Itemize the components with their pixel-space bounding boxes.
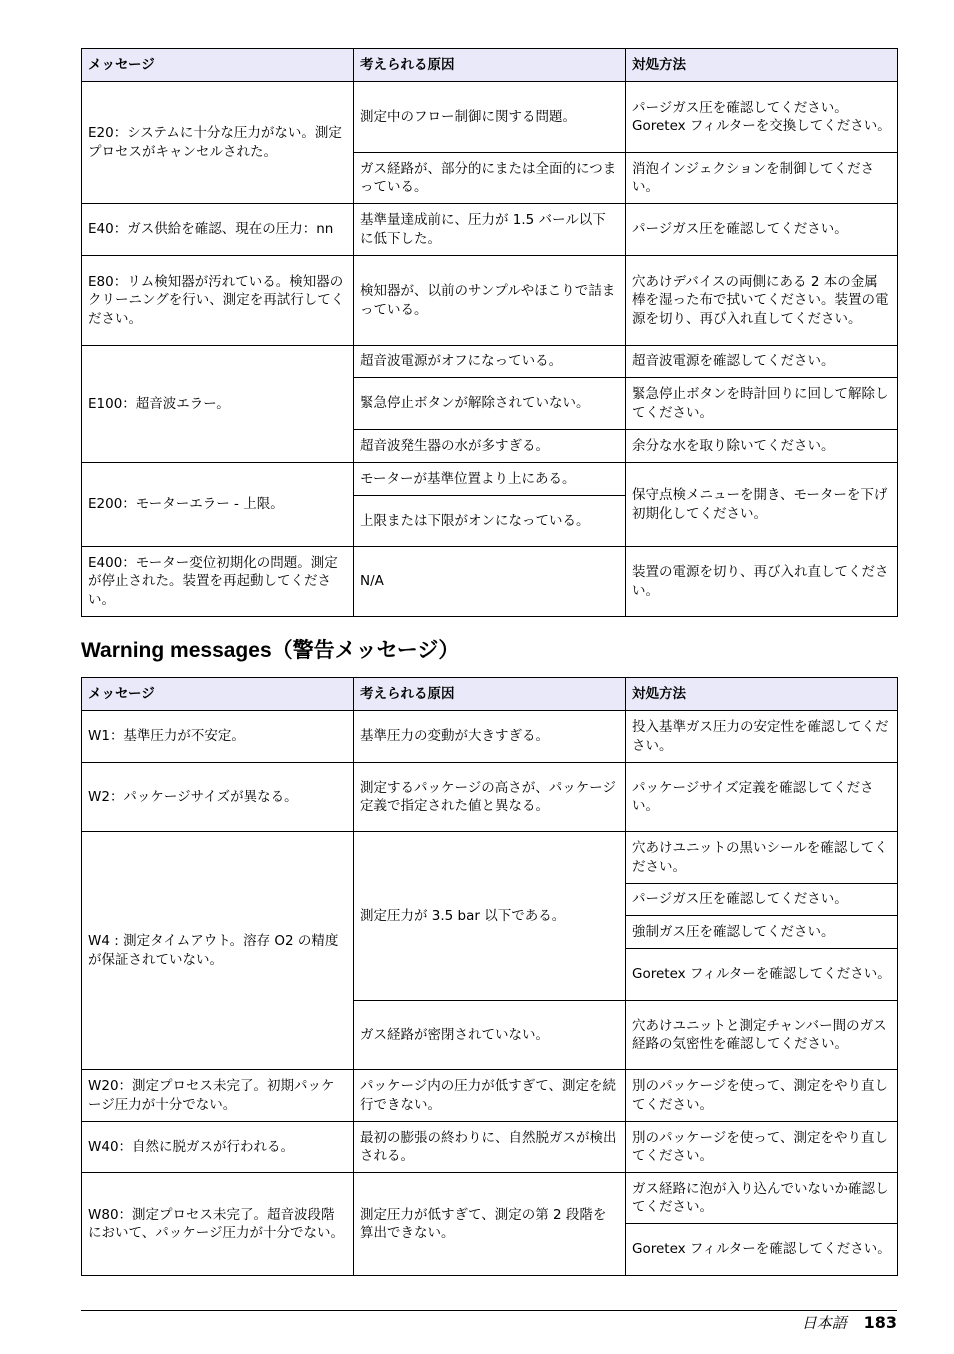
table-row [82,1070,898,1122]
action-cell: パージガス圧を確認してください。Goretex フィルターを交換してください。 [626,82,898,153]
table-header-row [82,49,898,82]
table-row [82,463,898,496]
page-number: 183 [863,1313,897,1332]
action-cell: 穴あけユニットの黒いシールを確認してください。 [626,832,898,884]
cause-cell: パッケージ内の圧力が低すぎて、測定を続行できない。 [354,1070,626,1122]
cause-cell: 測定圧力が低すぎて、測定の第 2 段階を算出できない。 [354,1173,626,1276]
action-cell: 消泡インジェクションを制御してください。 [626,153,898,204]
header-action: 対処方法 [626,49,898,82]
cause-cell: ガス経路が、部分的にまたは全面的につまっている。 [354,153,626,204]
header-message: メッセージ [82,678,354,711]
table-row [82,547,898,617]
table-row [82,82,898,153]
message-cell: W80：測定プロセス未完了。超音波段階において、パッケージ圧力が十分でない。 [82,1173,354,1276]
cause-cell: 測定中のフロー制御に関する問題。 [354,82,626,153]
action-cell: 超音波電源を確認してください。 [626,346,898,378]
action-cell: 投入基準ガス圧力の安定性を確認してください。 [626,711,898,763]
action-cell: Goretex フィルターを確認してください。 [626,949,898,1001]
header-action: 対処方法 [626,678,898,711]
table-row [82,204,898,256]
cause-cell: 超音波電源がオフになっている。 [354,346,626,378]
action-cell: 保守点検メニューを開き、モーターを下げ初期化してください。 [626,463,898,547]
cause-cell: モーターが基準位置より上にある。 [354,463,626,496]
table-row [82,1173,898,1224]
message-cell: W4 : 測定タイムアウト。溶存 O2 の精度が保証されていない。 [82,832,354,1070]
message-cell: W2：パッケージサイズが異なる。 [82,763,354,832]
section-title: Warning messages（警告メッセージ） [81,639,460,662]
cause-cell: 上限または下限がオンになっている。 [354,496,626,547]
cause-cell: 緊急停止ボタンが解除されていない。 [354,378,626,430]
cause-cell: 検知器が、以前のサンプルやほこりで詰まっている。 [354,256,626,346]
table-row [82,763,898,832]
table-row [82,346,898,378]
action-cell: パッケージサイズ定義を確認してください。 [626,763,898,832]
action-cell: 余分な水を取り除いてください。 [626,430,898,463]
action-cell: 強制ガス圧を確認してください。 [626,916,898,949]
action-cell: 装置の電源を切り、再び入れ直してください。 [626,547,898,617]
action-cell: 別のパッケージを使って、測定をやり直してください。 [626,1122,898,1173]
table-row [82,711,898,763]
action-cell: パージガス圧を確認してください。 [626,204,898,256]
cause-cell: N/A [354,547,626,617]
header-message: メッセージ [82,49,354,82]
error-messages-table [81,48,898,617]
message-cell: E100：超音波エラー。 [82,346,354,463]
message-cell: E400：モーター変位初期化の問題。測定が停止された。装置を再起動してください。 [82,547,354,617]
message-cell: W40：自然に脱ガスが行われる。 [82,1122,354,1173]
table-row [82,256,898,346]
table-row [82,1122,898,1173]
cause-cell: 基準圧力の変動が大きすぎる。 [354,711,626,763]
action-cell: 穴あけユニットと測定チャンバー間のガス経路の気密性を確認してください。 [626,1001,898,1070]
header-cause: 考えられる原因 [354,678,626,711]
action-cell: ガス経路に泡が入り込んでいないか確認してください。 [626,1173,898,1224]
cause-cell: 基準量達成前に、圧力が 1.5 バール以下に低下した。 [354,204,626,256]
footer-rule [81,1310,897,1311]
page-footer [802,1313,897,1333]
cause-cell: 最初の膨張の終わりに、自然脱ガスが検出される。 [354,1122,626,1173]
message-cell: W1：基準圧力が不安定。 [82,711,354,763]
cause-cell: 測定するパッケージの高さが、パッケージ定義で指定された値と異なる。 [354,763,626,832]
cause-cell: 測定圧力が 3.5 bar 以下である。 [354,832,626,1001]
cause-cell: 超音波発生器の水が多すぎる。 [354,430,626,463]
action-cell: 別のパッケージを使って、測定をやり直してください。 [626,1070,898,1122]
message-cell: E200：モーターエラー - 上限。 [82,463,354,547]
action-cell: パージガス圧を確認してください。 [626,884,898,916]
message-cell: E20：システムに十分な圧力がない。測定プロセスがキャンセルされた。 [82,82,354,204]
header-cause: 考えられる原因 [354,49,626,82]
warning-messages-table [81,677,898,1276]
table-header-row [82,678,898,711]
message-cell: E40：ガス供給を確認、現在の圧力：nn [82,204,354,256]
footer-language: 日本語 [801,1314,847,1332]
action-cell: 緊急停止ボタンを時計回りに回して解除してください。 [626,378,898,430]
action-cell: 穴あけデバイスの両側にある 2 本の金属棒を湿った布で拭いてください。装置の電源を切り、再び入れ直してください。 [626,256,898,346]
message-cell: W20：測定プロセス未完了。初期パッケージ圧力が十分でない。 [82,1070,354,1122]
action-cell: Goretex フィルターを確認してください。 [626,1224,898,1276]
cause-cell: ガス経路が密閉されていない。 [354,1001,626,1070]
table-row [82,832,898,884]
message-cell: E80：リム検知器が汚れている。検知器のクリーニングを行い、測定を再試行してください。 [82,256,354,346]
